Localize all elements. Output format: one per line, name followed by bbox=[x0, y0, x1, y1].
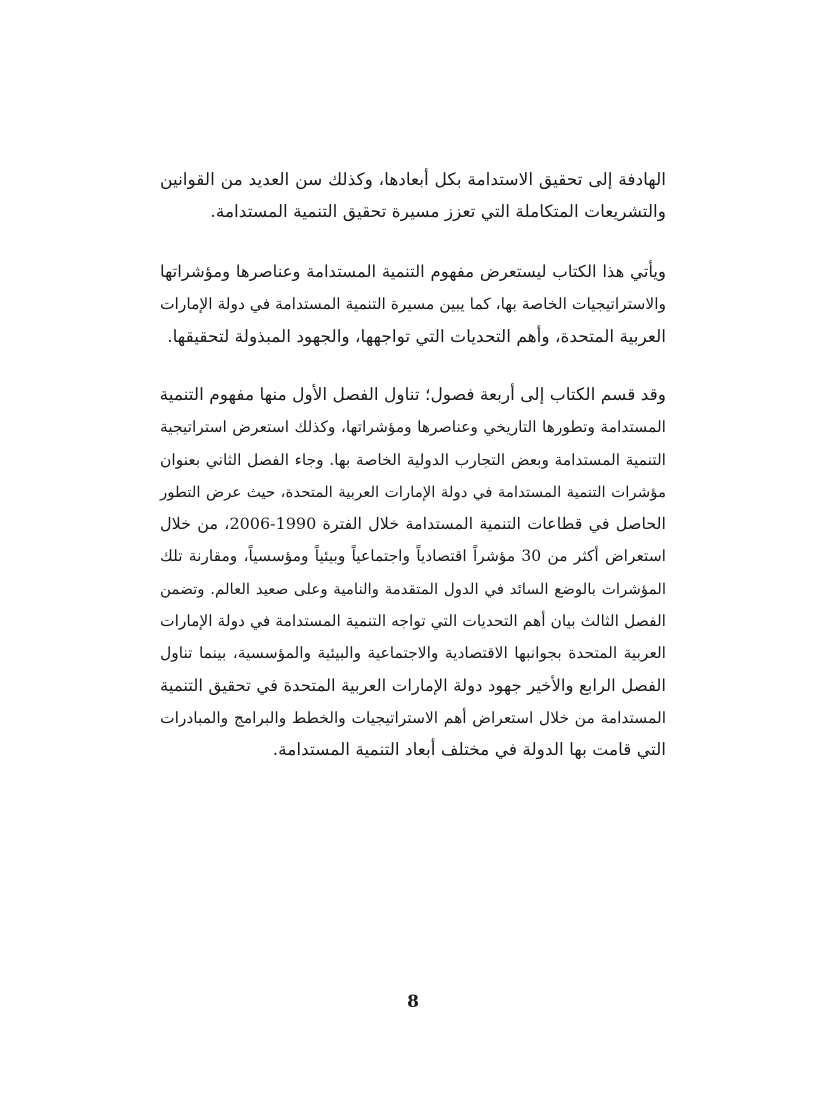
text-line: مؤشرات التنمية المستدامة في دولة الإمارات العربية المتحدة، حيث عرض التطور bbox=[160, 482, 666, 501]
text-line: استعراض أكثر من 30 مؤشراً اقتصادياً واجتماعياً وبيئياً ومؤسسياً، ومقارنة تلك bbox=[160, 547, 666, 566]
text-line: الفصل الرابع والأخير جهود دولة الإمارات العربية المتحدة في تحقيق التنمية bbox=[160, 675, 666, 695]
text-line: الهادفة إلى تحقيق الاستدامة بكل أبعادها، وكذلك سن العديد من القوانين bbox=[160, 170, 666, 190]
paragraph-3 bbox=[160, 379, 666, 767]
text-line: التنمية المستدامة وبعض التجارب الدولية الخاصة بها. وجاء الفصل الثاني بعنوان bbox=[160, 450, 666, 469]
text-line: الفصل الثالث بيان أهم التحديات التي تواجه التنمية المستدامة في دولة الإمارات bbox=[160, 612, 666, 631]
text-line: وقد قسم الكتاب إلى أربعة فصول؛ تناول الفصل الأول منها مفهوم التنمية bbox=[159, 385, 666, 405]
text-line: والتشريعات المتكاملة التي تعزز مسيرة تحقيق التنمية المستدامة. bbox=[210, 202, 666, 223]
text-line: العربية المتحدة بجوانبها الاقتصادية والاجتماعية والبيئية والمؤسسية، بينما تناول bbox=[160, 644, 666, 663]
text-line: العربية المتحدة، وأهم التحديات التي تواجهها، والجهود المبذولة لتحقيقها. bbox=[167, 326, 666, 347]
text-line: التي قامت بها الدولة في مختلف أبعاد التنمية المستدامة. bbox=[272, 740, 666, 761]
text-line: ويأتي هذا الكتاب ليستعرض مفهوم التنمية المستدامة وعناصرها ومؤشراتها bbox=[160, 262, 666, 281]
paragraph-2 bbox=[160, 256, 666, 353]
text-line: المستدامة وتطورها التاريخي وعناصرها ومؤشراتها، وكذلك استعرض استراتيجية bbox=[160, 418, 666, 437]
text-line: الحاصل في قطاعات التنمية المستدامة خلال الفترة 1990-2006، من خلال bbox=[160, 514, 666, 534]
paragraph-1 bbox=[160, 164, 666, 229]
text-line: والاستراتيجيات الخاصة بها، كما يبين مسيرة التنمية المستدامة في دولة الإمارات bbox=[159, 295, 666, 314]
text-line: المؤشرات بالوضع السائد في الدول المتقدمة والنامية وعلى صعيد العالم. وتضمن bbox=[160, 579, 666, 598]
text-line: المستدامة من خلال استعراض أهم الاستراتيجيات والخطط والبرامج والمبادرات bbox=[160, 708, 666, 727]
page-number: 8 bbox=[407, 992, 419, 1012]
